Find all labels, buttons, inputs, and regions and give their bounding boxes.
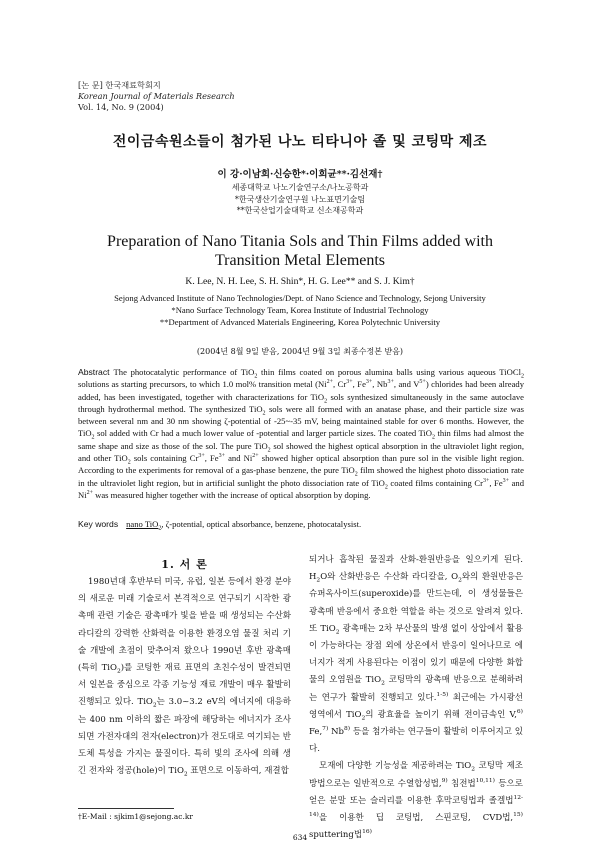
abstract-text: , Fe xyxy=(204,453,219,464)
english-title xyxy=(0,232,600,270)
body-text: 는 3.0~3.2 eV의 에너지에 대응하는 400 nm 이하의 짧은 파장에 해당하는 에너지가 조사되면 가전자대의 전자(electron)가 전도대로 여기되는 반도체 특성을 가지는 물질이다. 특히 빛의 조사에 의해 생긴 전자와 정공(hole)이 TiO xyxy=(78,697,291,777)
abstract-text: and Ni xyxy=(78,477,524,500)
abstract-text: and Ni xyxy=(225,453,253,464)
received-dates: (2004년 8월 9일 받음, 2004년 9월 3일 최종수정본 받음) xyxy=(196,347,404,356)
body-text: 최근에는 가시광선 영역에서 TiO xyxy=(309,692,523,720)
body-text: 을 이용한 딥 코팅법, 스핀코팅, CVD법, xyxy=(318,813,514,824)
english-title-line: Transition Metal Elements xyxy=(214,252,386,269)
english-title-line: Preparation of Nano Titania Sols and Thin Films added with xyxy=(107,233,493,250)
journal-english-name: Korean Journal of Materials Research xyxy=(78,91,235,101)
abstract-text: , Nb xyxy=(372,379,388,390)
body-text: )를 코팅한 재료 표면의 초친수성이 발견되면서 일본을 중심으로 각종 기능성 재료 개발이 매우 활발히 진행되고 있다. TiO xyxy=(78,663,291,708)
body-text: 등을 첨가하는 연구들이 활발히 이루어지고 있다. xyxy=(309,727,523,755)
body-text: 1980년대 후반부터 미국, 유럽, 일본 등에서 환경 분야의 새로운 미래 기술로서 본격적으로 연구되기 시작한 광촉매 관련 기술은 광촉매가 빛을 받을 때 생성되는 수산화 라디칼의 강력한 산화력을 이용한 환경오염 물질 처리 기술 개발에 초점이 맞추어져 왔으나 1990년 후반 광촉매(특히 TiO xyxy=(78,577,291,674)
abstract-text: , and V xyxy=(393,379,420,390)
citation: 10,11) xyxy=(475,776,495,784)
keywords-text: nano TiO$_2$ xyxy=(126,519,162,532)
abstract-text: thin films had almost the same shape and size as those of the sol. The pure TiO xyxy=(78,428,524,451)
body-text: 코팅막 제조방법으로는 일반적으로 수열합성법, xyxy=(309,761,523,789)
abstract-text: , Fe xyxy=(352,379,366,390)
body-text: 광촉매는 2차 부산물의 발생 없이 상압에서 활용이 가능하다는 장점 외에 상온에서 반응이 일어나므로 에너지가 적게 사용된다는 이점이 있기 때문에 다양한 화합물의 오염원을 TiO xyxy=(309,623,523,686)
right-column xyxy=(309,552,523,844)
abstract-text: The photocatalytic performance of TiO xyxy=(113,367,255,377)
english-affiliation: *Nano Surface Technology Team, Korea Institute of Industrial Technology xyxy=(171,305,429,315)
paragraph: 되거나 흡착된 물질과 산화-환원반응을 일으키게 된다. $H_2O$와 산화반응은 수산화 라디칼을, $O_2$와의 환원반응은 슈퍼옥사이드(superoxide)를 만드는데, 이 생성물들은 광촉매 반응에서 중요한 역할을 하는 것으로 알려져 있다. 또 TiO$_2$ 광촉매는 2차 부산물의 발생 없이 상압에서 활용이 가능하다는 장점 외에 상온에서 반응이 일어나므로 에너지가 적게 사용된다는 이점이 있기 때문에 다양한 화합물의 오염원을 TiO$_2$ 코팅막의 광촉매 반응으로 분해하려는 연구가 활발히 진행되고 있다.$^{1-5)}$ 최근에는 가시광선 영역에서 TiO$_2$의 광효율을 높이기 위해 전이금속인 V,$^{6)}$ Fe,$^{7)}$ Nb$^{8)}$ 등을 첨가하는 연구들이 활발히 이루어지고 있다. xyxy=(309,555,524,755)
abstract-label: Abstract xyxy=(78,367,110,377)
citation: 12-14) xyxy=(309,794,523,819)
keywords-label: Key words xyxy=(78,519,119,529)
keyword-nano-tio2: nano TiO xyxy=(126,519,159,529)
abstract: Abstract The photocatalytic performance of TiO$_2$ thin films coated on porous alumina balls using various aqueous TiOCl$_2$ solutions as starting precursors, to which 1.0 mol% transition metal ($Ni^{2+}$, $Cr^{3+}$, $Fe^{3+}$, $Nb^{3+}$, and $V^{5+}$) chlorides had been already added, has been investigated, together with characterizations for TiO$_2$ sols synthesized simultaneously in the same autoclave through hydrothermal method. The synthesized TiO$_2$ sols were all formed with an anatase phase, and their particle size was between several nm and 30 nm showing ζ-potential of -25~-35 mV, being maintained stable for over 6 months. However, the TiO$_2$ sol added with Cr had a much lower value of -potential and larger particle sizes. The coated TiO$_2$ thin films had almost the same shape and size as those of the sol. The pure TiO$_2$ sol showed the highest optical absorption in the ultraviolet light region, and other TiO$_2$ sols containing $Cr^{3+}$, $Fe^{3+}$ and $Ni^{2+}$ showed higher optical absorption than pure sol in the visible light region. According to the experiments for removal of a gas-phase benzene, the pure TiO$_2$ film showed the highest photo dissociation rate in the ultraviolet light region, but in artificial sunlight the photo dissociation rate of TiO$_2$ coated films containing $Cr^{3+}$, $Fe^{3+}$ and $Ni^{2+}$ was measured higher together with the increase of optical absorption by doping. xyxy=(78,367,524,500)
korean-authors: 이 강·이남희·신승한*·이희균**·김선재† xyxy=(217,169,383,180)
abstract-text: was measured higher together with the increase of optical absorption by doping. xyxy=(93,489,371,500)
korean-affiliations xyxy=(0,182,600,217)
body-text: Fe, xyxy=(309,727,323,738)
english-authors: K. Lee, N. H. Lee, S. H. Shin*, H. G. Lee** and S. J. Kim† xyxy=(185,276,415,287)
korean-affiliation: *한국생산기술연구원 나노표면기술팀 xyxy=(234,194,366,204)
body-text: sputtering법 xyxy=(309,830,363,841)
body-text: 등으로 얻은 분말 또는 슬러리를 이용한 후막코팅법과 졸겔법 xyxy=(309,778,523,806)
korean-affiliation: 세종대학교 나노기술연구소/나노공학과 xyxy=(231,183,369,192)
body-text: 와의 환원반응은 슈퍼옥사이드(superoxide)를 만드는데, 이 생성물들은 광촉매 반응에서 중요한 역할을 하는 것으로 알려져 있다. 또 TiO xyxy=(309,572,523,634)
abstract-text: sols synthesized simultaneously in the same autoclave through hydrothermal method. The synthesized TiO xyxy=(78,391,524,414)
citation: 8) xyxy=(343,725,351,733)
citation: 1-5) xyxy=(436,690,449,698)
abstract-text: solutions as starting precursors, to which 1.0 mol% transition metal (Ni xyxy=(78,379,327,390)
body-text: 표면으로 이동하여, 재결합 xyxy=(187,766,289,777)
body-text: 코팅막의 광촉매 반응으로 분해하려는 연구가 활발히 진행되고 있다. xyxy=(309,675,524,703)
abstract-text: sol added with Cr had a much lower value of -potential and larger particle sizes. The coated TiO xyxy=(94,428,433,439)
paragraph: 모재에 다양한 기능성을 제공하려는 TiO$_2$ 코팅막 제조방법으로는 일반적으로 수열합성법,$^{9)}$ 침전법$^{10,11)}$ 등으로 얻은 분말 또는 슬러리를 이용한 후막코팅법과 졸겔법$^{12-14)}$을 이용한 딥 코팅법, 스핀코팅, CVD법,$^{15)}$ sputtering법$^{16)}$ xyxy=(309,761,523,841)
english-affiliation: Sejong Advanced Institute of Nano Technologies/Dept. of Nano Science and Technology, Sejong University xyxy=(114,293,486,303)
korean-title: 전이금속원소들이 첨가된 나노 티타니아 졸 및 코팅막 제조 xyxy=(112,134,488,150)
abstract-text: sols containing Cr xyxy=(130,453,199,464)
body-text: 되거나 흡착된 물질과 산화-환원반응을 일으키게 된다. H xyxy=(309,555,523,583)
abstract-text: showed higher optical absorption than pure sol in the visible light region. According to the experiments for removal of a gas-phase benzene, the pure TiO xyxy=(78,453,524,476)
body-text: 모재에 다양한 기능성을 제공하려는 TiO xyxy=(319,761,472,772)
page-number: 634 xyxy=(292,833,308,842)
corresponding-email: †E-Mail : sjkim1@sejong.ac.kr xyxy=(78,812,193,821)
section-heading-introduction: 1. 서 론 xyxy=(161,558,208,571)
english-affiliations xyxy=(0,292,600,328)
abstract-text: thin films coated on porous alumina balls using various aqueous TiOCl xyxy=(257,367,521,377)
citation: 9) xyxy=(441,776,448,784)
korean-affiliation: **한국산업기술대학교 신소재공학과 xyxy=(236,206,364,215)
abstract-text: ) chlorides had been already added, has been investigated, together with characterizations for TiO xyxy=(78,379,524,402)
abstract-text: film showed the highest photo dissociation rate in the ultraviolet light region, but in artificial sunlight the photo dissociation rate of TiO xyxy=(78,465,524,488)
citation: 7) xyxy=(322,725,329,733)
left-column xyxy=(78,574,291,780)
abstract-text: coated films containing Cr xyxy=(387,477,483,488)
keywords xyxy=(78,519,524,532)
english-affiliation: **Department of Advanced Materials Engineering, Korea Polytechnic University xyxy=(159,317,441,327)
journal-header xyxy=(78,80,235,113)
paragraph: 1980년대 후반부터 미국, 유럽, 일본 등에서 환경 분야의 새로운 미래 기술로서 본격적으로 연구되기 시작한 광촉매 관련 기술은 광촉매가 빛을 받을 때 생성되는 수산화 라디칼의 강력한 산화력을 이용한 환경오염 물질 처리 기술 개발에 초점이 맞추어져 왔으나 1990년 후반 광촉매(특히 TiO$_2$)를 코팅한 재료 표면의 초친수성이 발견되면서 일본을 중심으로 각종 기능성 재료 개발이 매우 활발히 진행되고 있다. TiO$_2$는 3.0~3.2 eV의 에너지에 대응하는 400 nm 이하의 짧은 파장에 해당하는 에너지가 조사되면 가전자대의 전자(electron)가 전도대로 여기되는 반도체 특성을 가지는 물질이다. 특히 빛의 조사에 의해 생긴 전자와 정공(hole)이 TiO$_2$ 표면으로 이동하여, 재결합 xyxy=(78,577,291,778)
citation: 16) xyxy=(362,828,372,836)
body-text: 침전법 xyxy=(447,778,476,789)
journal-korean-name: [논 문] 한국재료학회지 xyxy=(78,80,161,90)
citation: 15) xyxy=(513,811,523,819)
keywords-text: , ζ-potential, optical absorbance, benzene, photocatalysist. xyxy=(161,519,362,529)
footnote-rule xyxy=(78,808,174,809)
journal-volume: Vol. 14, No. 9 (2004) xyxy=(78,102,164,112)
abstract-text: , Cr xyxy=(333,379,347,390)
citation: 6) xyxy=(516,708,524,715)
body-text: O와 산화반응은 수산화 라디칼을, O xyxy=(320,572,459,583)
body-text: Nb xyxy=(328,727,344,738)
body-text: 의 광효율을 높이기 위해 전이금속인 V, xyxy=(365,709,517,720)
abstract-text: , Fe xyxy=(489,477,503,488)
abstract-text: sols were all formed with an anatase phase, and their particle size was between several nm and 30 nm showing ζ-potential of -25~-35 mV, being maintained stable for over 6 months. However, the TiO xyxy=(78,403,524,439)
abstract-text: sol showed the highest optical absorption in the ultraviolet light region, and other TiO xyxy=(78,440,524,464)
